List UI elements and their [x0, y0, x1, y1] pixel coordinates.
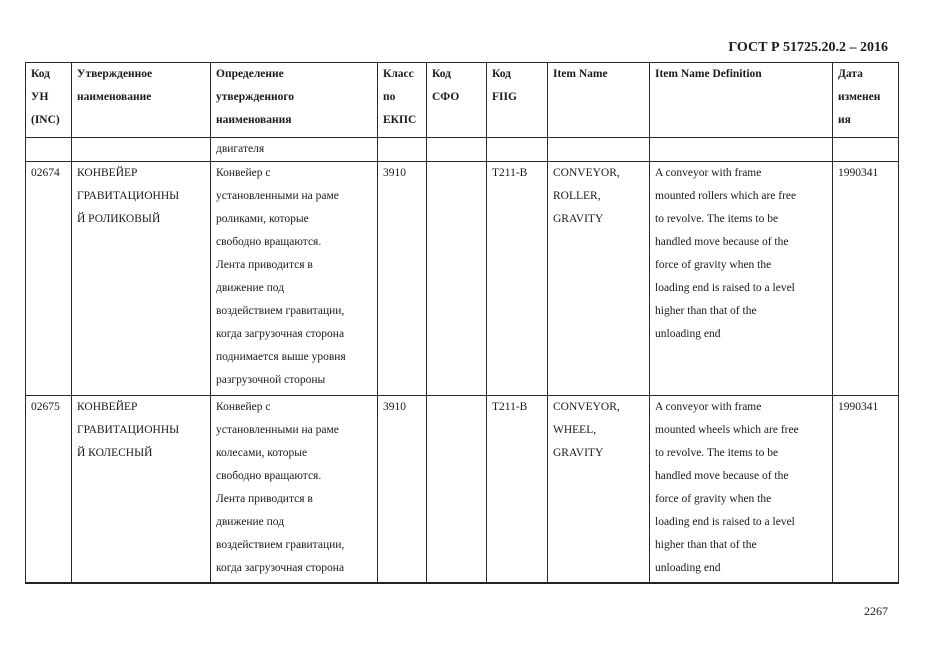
- item-name-cell: CONVEYOR, WHEEL, GRAVITY: [548, 396, 650, 584]
- definition-cell: Конвейер с установленными на раме колесами, которые свободно вращаются. Лента приводится в движение под воздействием гравитации, когда загрузочная сторона: [211, 396, 378, 584]
- continuation-row: [26, 138, 899, 162]
- item-definition-cell: A conveyor with frame mounted rollers which are free to revolve. The items to be handled move because of the force of gravity when the loading end is raised to a level higher than that of the unloading end: [650, 162, 833, 396]
- item-name-cell: CONVEYOR, ROLLER, GRAVITY: [548, 162, 650, 396]
- col-header-sfo-code: Код СФО: [427, 63, 487, 138]
- table-row: [26, 396, 899, 584]
- sfo-cell: [427, 162, 487, 396]
- page-number: 2267: [864, 604, 888, 618]
- table-header-row: [26, 63, 899, 138]
- item-definition-cell: A conveyor with frame mounted wheels which are free to revolve. The items to be handled move because of the force of gravity when the loading end is raised to a level higher than that of the unloading end: [650, 396, 833, 584]
- col-header-approved-name: Утвержденное наименование: [72, 63, 211, 138]
- ekps-cell: 3910: [378, 396, 427, 584]
- inc-cell: 02675: [26, 396, 72, 584]
- col-header-fiig-code: Код FIIG: [487, 63, 548, 138]
- fiig-cell: T211-B: [487, 162, 548, 396]
- definition-cell: двигателя: [211, 138, 378, 162]
- col-header-definition: Определение утвержденного наименования: [211, 63, 378, 138]
- approved-name-cell: КОНВЕЙЕР ГРАВИТАЦИОННЫ Й КОЛЕСНЫЙ: [72, 396, 211, 584]
- catalog-table: [25, 62, 899, 584]
- ekps-cell: 3910: [378, 162, 427, 396]
- col-header-ekps-class: Класс по ЕКПС: [378, 63, 427, 138]
- inc-cell: 02674: [26, 162, 72, 396]
- date-cell: 1990341: [833, 396, 899, 584]
- definition-cell: Конвейер с установленными на раме роликами, которые свободно вращаются. Лента приводится в движение под воздействием гравитации, когда загрузочная сторона поднимается выше уровня разгрузочной стороны: [211, 162, 378, 396]
- col-header-item-name: Item Name: [548, 63, 650, 138]
- table-row: [26, 162, 899, 396]
- date-cell: 1990341: [833, 162, 899, 396]
- col-header-item-name-definition: Item Name Definition: [650, 63, 833, 138]
- col-header-inc: Код УН (INC): [26, 63, 72, 138]
- approved-name-cell: КОНВЕЙЕР ГРАВИТАЦИОННЫ Й РОЛИКОВЫЙ: [72, 162, 211, 396]
- fiig-cell: T211-B: [487, 396, 548, 584]
- col-header-change-date: Дата изменен ия: [833, 63, 899, 138]
- sfo-cell: [427, 396, 487, 584]
- document-header: ГОСТ Р 51725.20.2 – 2016: [728, 40, 888, 55]
